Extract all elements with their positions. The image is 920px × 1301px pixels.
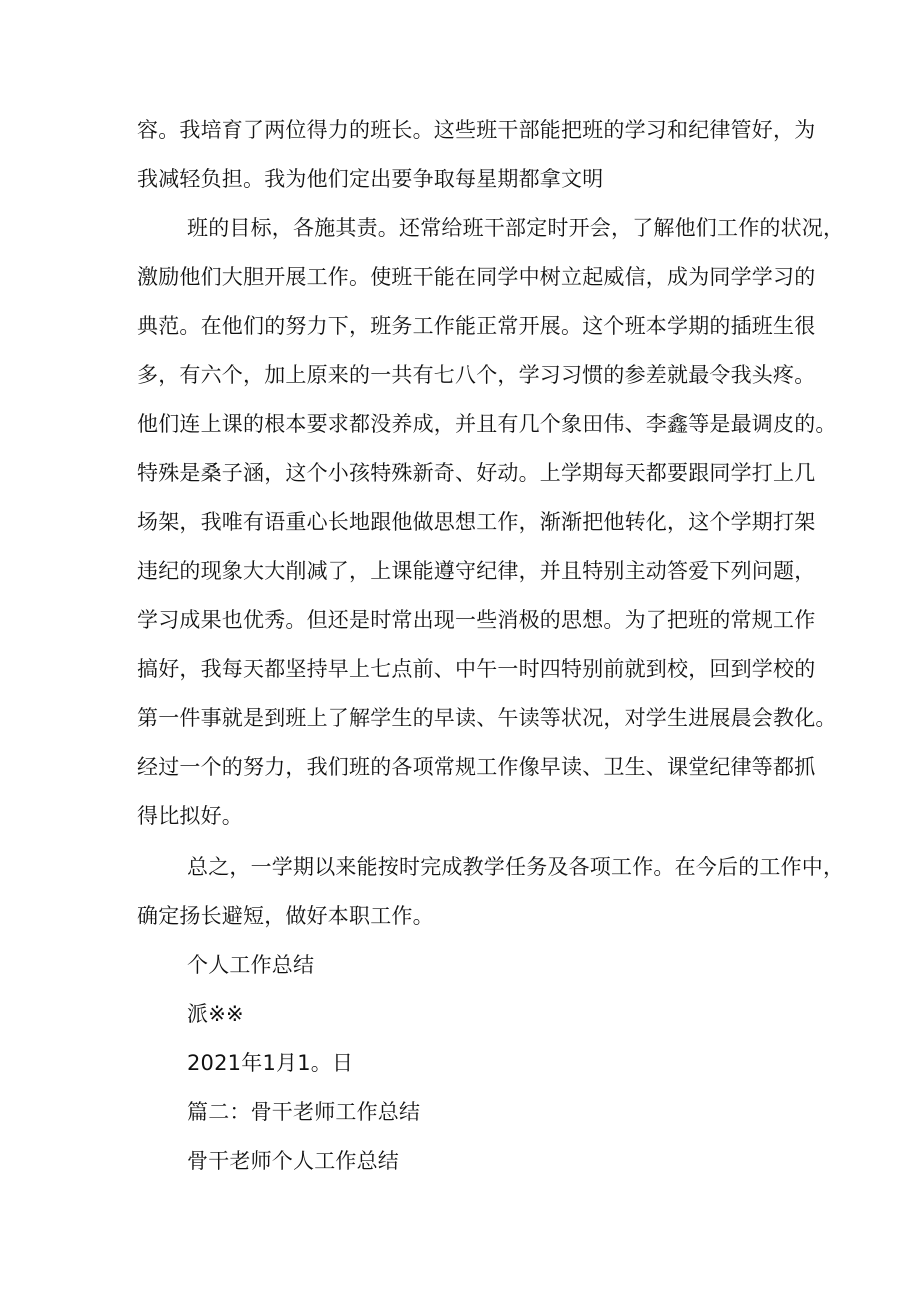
paragraph2-line7: 场架，我唯有语重心长地跟他做思想工作，渐渐把他转化，这个学期打架 bbox=[137, 510, 816, 534]
paragraph2-line5: 他们连上课的根本要求都没养成，并且有几个象田伟、李鑫等是最调皮的。 bbox=[137, 412, 837, 436]
closing-author: 派※※ bbox=[187, 1002, 244, 1026]
paragraph2-line9: 学习成果也优秀。但还是时常出现一些消极的思想。为了把班的常规工作 bbox=[137, 608, 816, 632]
paragraph3-line2: 确定扬长避短，做好本职工作。 bbox=[137, 904, 434, 928]
section2-subtitle: 骨干老师个人工作总结 bbox=[187, 1149, 399, 1173]
section2-heading: 篇二：骨干老师工作总结 bbox=[187, 1100, 421, 1124]
paragraph1-line2: 我减轻负担。我为他们定出要争取每星期都拿文明 bbox=[137, 167, 604, 191]
paragraph2-line8: 违纪的现象大大削减了，上课能遵守纪律，并且特别主动答爱下列问题， bbox=[137, 559, 816, 583]
closing-date: 2021年1月1。日 bbox=[187, 1051, 354, 1075]
paragraph3-line1: 总之，一学期以来能按时完成教学任务及各项工作。在今后的工作中， bbox=[187, 855, 845, 879]
paragraph2-line10: 搞好，我每天都坚持早上七点前、中午一时四特别前就到校，回到学校的 bbox=[137, 657, 816, 681]
closing-title: 个人工作总结 bbox=[187, 953, 315, 977]
paragraph2-line13: 得比拟好。 bbox=[137, 804, 243, 828]
paragraph2-line2: 激励他们大胆开展工作。使班干能在同学中树立起威信，成为同学学习的 bbox=[137, 265, 816, 289]
paragraph2-line4: 多，有六个，加上原来的一共有七八个，学习习惯的参差就最令我头疼。 bbox=[137, 363, 816, 387]
paragraph2-line6: 特殊是桑子涵，这个小孩特殊新奇、好动。上学期每天都要跟同学打上几 bbox=[137, 461, 816, 485]
paragraph2-line1: 班的目标，各施其责。还常给班干部定时开会，了解他们工作的状况， bbox=[187, 216, 845, 240]
paragraph2-line11: 第一件事就是到班上了解学生的早读、午读等状况，对学生进展晨会教化。 bbox=[137, 706, 837, 730]
paragraph1-line1: 容。我培育了两位得力的班长。这些班干部能把班的学习和纪律管好，为 bbox=[137, 118, 816, 142]
paragraph2-line3: 典范。在他们的努力下，班务工作能正常开展。这个班本学期的插班生很 bbox=[137, 314, 816, 338]
paragraph2-line12: 经过一个的努力，我们班的各项常规工作像早读、卫生、课堂纪律等都抓 bbox=[137, 755, 816, 779]
